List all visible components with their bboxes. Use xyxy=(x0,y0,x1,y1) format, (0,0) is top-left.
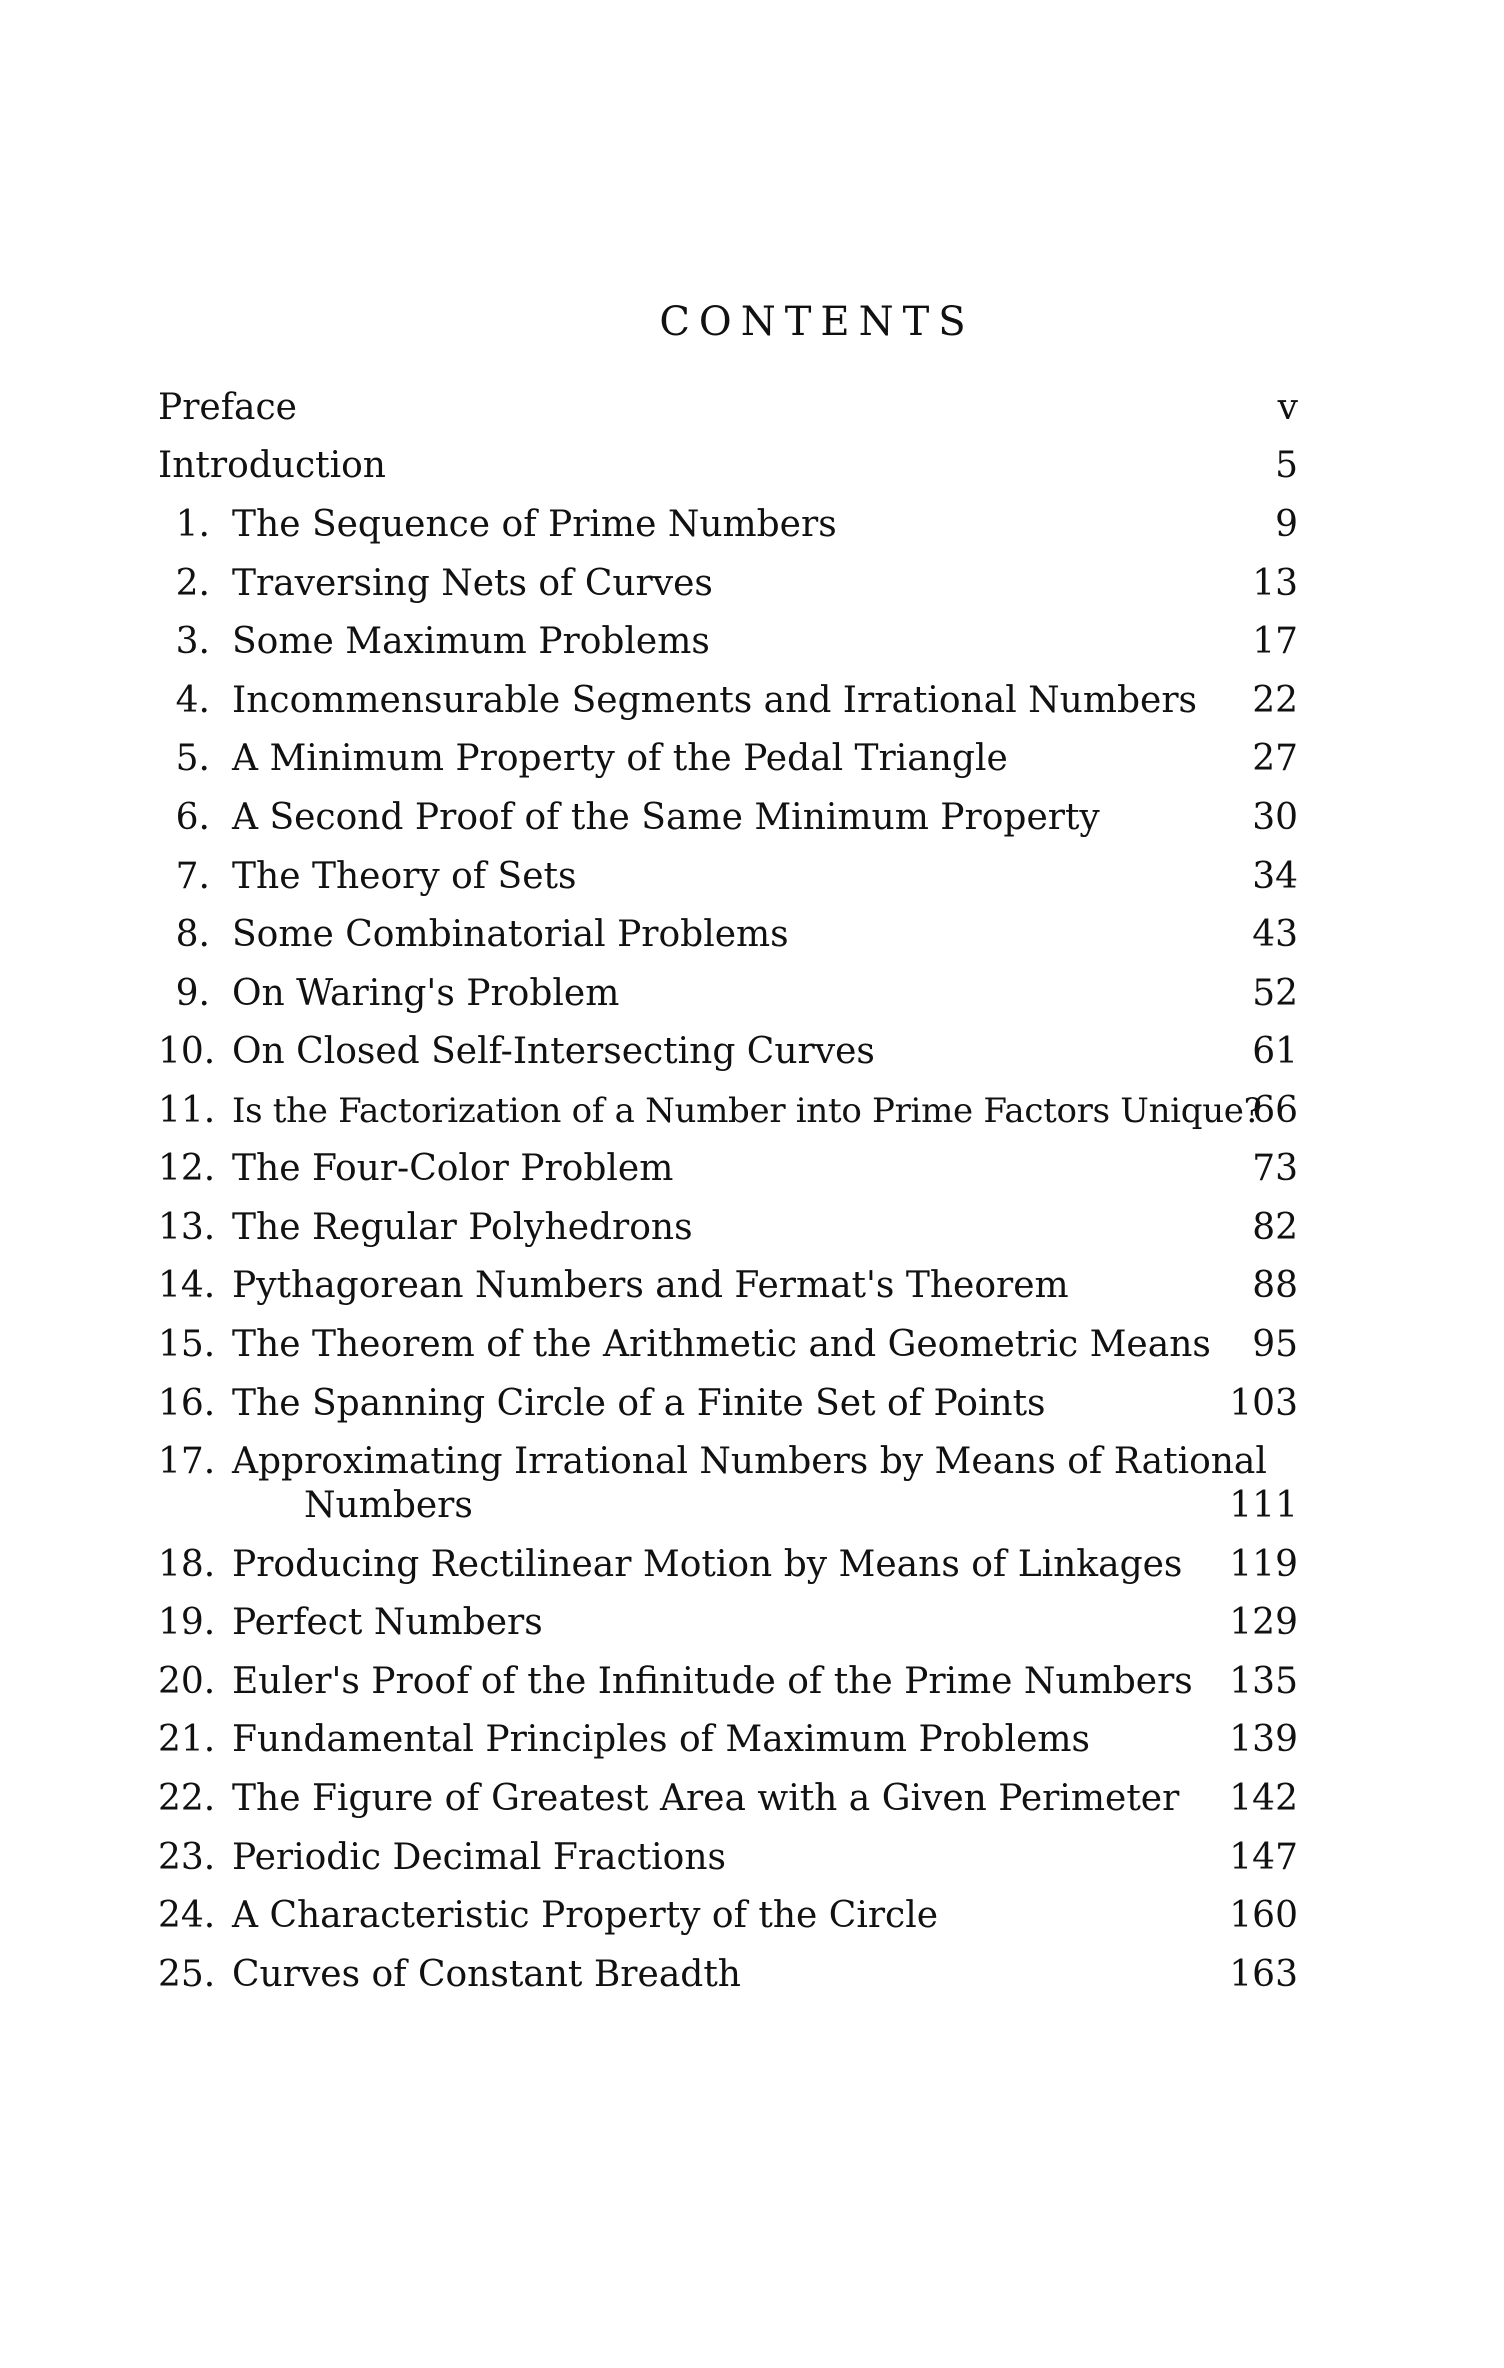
chapter-page: 82 xyxy=(1252,1207,1298,1248)
chapter-title: Incommensurable Segments and Irrational Numbers xyxy=(232,680,1198,721)
chapter-page: 66 xyxy=(1252,1090,1298,1131)
chapter-page: 88 xyxy=(1252,1265,1298,1306)
chapter-page: 129 xyxy=(1229,1602,1298,1643)
chapter-title: Euler's Proof of the Infinitude of the Prime Numbers xyxy=(232,1661,1193,1702)
chapter-number: 21. xyxy=(158,1719,216,1760)
chapter-title: Fundamental Principles of Maximum Problems xyxy=(232,1719,1091,1760)
chapter-page: 95 xyxy=(1252,1324,1298,1365)
chapter-title: On Closed Self-Intersecting Curves xyxy=(232,1031,875,1072)
chapter-title: The Regular Polyhedrons xyxy=(232,1207,693,1248)
chapter-page: 30 xyxy=(1252,797,1298,838)
chapter-number: 4. xyxy=(175,680,210,721)
chapter-number: 10. xyxy=(158,1031,216,1072)
page-title: CONTENTS xyxy=(659,299,975,345)
chapter-title: Curves of Constant Breadth xyxy=(232,1954,741,1995)
chapter-title: A Second Proof of the Same Minimum Property xyxy=(232,797,1100,838)
chapter-page: 73 xyxy=(1252,1148,1298,1189)
chapter-title: Is the Factorization of a Number into Prime Factors Unique? xyxy=(232,1091,1262,1131)
chapter-page: 9 xyxy=(1275,504,1298,545)
chapter-number: 6. xyxy=(175,797,210,838)
chapter-page: 111 xyxy=(1229,1485,1298,1526)
chapter-number: 12. xyxy=(158,1148,216,1189)
chapter-number: 1. xyxy=(175,504,210,545)
chapter-page: 13 xyxy=(1252,563,1298,604)
chapter-title: Pythagorean Numbers and Fermat's Theorem xyxy=(232,1265,1069,1306)
chapter-number: 8. xyxy=(175,914,210,955)
chapter-title: Traversing Nets of Curves xyxy=(232,563,713,604)
chapter-number: 18. xyxy=(158,1544,216,1585)
chapter-page: 27 xyxy=(1252,738,1298,779)
toc-entry-page: 5 xyxy=(1275,445,1298,486)
chapter-title: The Theory of Sets xyxy=(232,856,577,897)
chapter-title: On Waring's Problem xyxy=(232,973,620,1014)
chapter-title: The Four-Color Problem xyxy=(232,1148,674,1189)
chapter-number: 17. xyxy=(158,1441,216,1482)
chapter-page: 103 xyxy=(1229,1383,1298,1424)
chapter-number: 9. xyxy=(175,973,210,1014)
chapter-number: 16. xyxy=(158,1383,216,1424)
chapter-number: 25. xyxy=(158,1954,216,1995)
chapter-title: The Figure of Greatest Area with a Given Perimeter xyxy=(232,1778,1180,1819)
toc-entry-chapter-17[interactable] xyxy=(158,1440,1298,1528)
chapter-title: The Sequence of Prime Numbers xyxy=(232,504,837,545)
chapter-number: 20. xyxy=(158,1661,216,1702)
chapter-number: 22. xyxy=(158,1778,216,1819)
chapter-title: Periodic Decimal Fractions xyxy=(232,1837,726,1878)
chapter-page: 160 xyxy=(1229,1895,1298,1936)
toc-entry-page: v xyxy=(1277,387,1298,428)
chapter-number: 14. xyxy=(158,1265,216,1306)
chapter-number: 7. xyxy=(175,856,210,897)
chapter-number: 19. xyxy=(158,1602,216,1643)
toc-entry-title: Introduction xyxy=(158,445,386,486)
chapter-page: 34 xyxy=(1252,856,1298,897)
chapter-page: 61 xyxy=(1252,1031,1298,1072)
chapter-page: 142 xyxy=(1229,1778,1298,1819)
chapter-page: 135 xyxy=(1229,1661,1298,1702)
chapter-page: 43 xyxy=(1252,914,1298,955)
chapter-number: 5. xyxy=(175,738,210,779)
chapter-page: 119 xyxy=(1229,1544,1298,1585)
chapter-title: A Characteristic Property of the Circle xyxy=(232,1895,939,1936)
chapter-page: 17 xyxy=(1252,621,1298,662)
chapter-title: Approximating Irrational Numbers by Means of Rational xyxy=(232,1441,1267,1482)
chapter-page: 139 xyxy=(1229,1719,1298,1760)
chapter-page: 147 xyxy=(1229,1837,1298,1878)
chapter-page: 22 xyxy=(1252,680,1298,721)
chapter-title: Perfect Numbers xyxy=(232,1602,543,1643)
chapter-number: 15. xyxy=(158,1324,216,1365)
chapter-title: The Theorem of the Arithmetic and Geometric Means xyxy=(232,1324,1211,1365)
chapter-title: The Spanning Circle of a Finite Set of Points xyxy=(232,1383,1046,1424)
chapter-page: 163 xyxy=(1229,1954,1298,1995)
chapter-number: 24. xyxy=(158,1895,216,1936)
chapter-number: 11. xyxy=(158,1090,216,1131)
chapter-title: A Minimum Property of the Pedal Triangle xyxy=(232,738,1008,779)
chapter-number: 3. xyxy=(175,621,210,662)
chapter-title: Some Maximum Problems xyxy=(232,621,710,662)
chapter-number: 13. xyxy=(158,1207,216,1248)
toc-entry-title: Preface xyxy=(158,387,297,428)
chapter-page: 52 xyxy=(1252,973,1298,1014)
chapter-title-continued: Numbers xyxy=(304,1485,473,1526)
chapter-title: Some Combinatorial Problems xyxy=(232,914,789,955)
chapter-number: 2. xyxy=(175,563,210,604)
chapter-title: Producing Rectilinear Motion by Means of Linkages xyxy=(232,1544,1183,1585)
chapter-number: 23. xyxy=(158,1837,216,1878)
